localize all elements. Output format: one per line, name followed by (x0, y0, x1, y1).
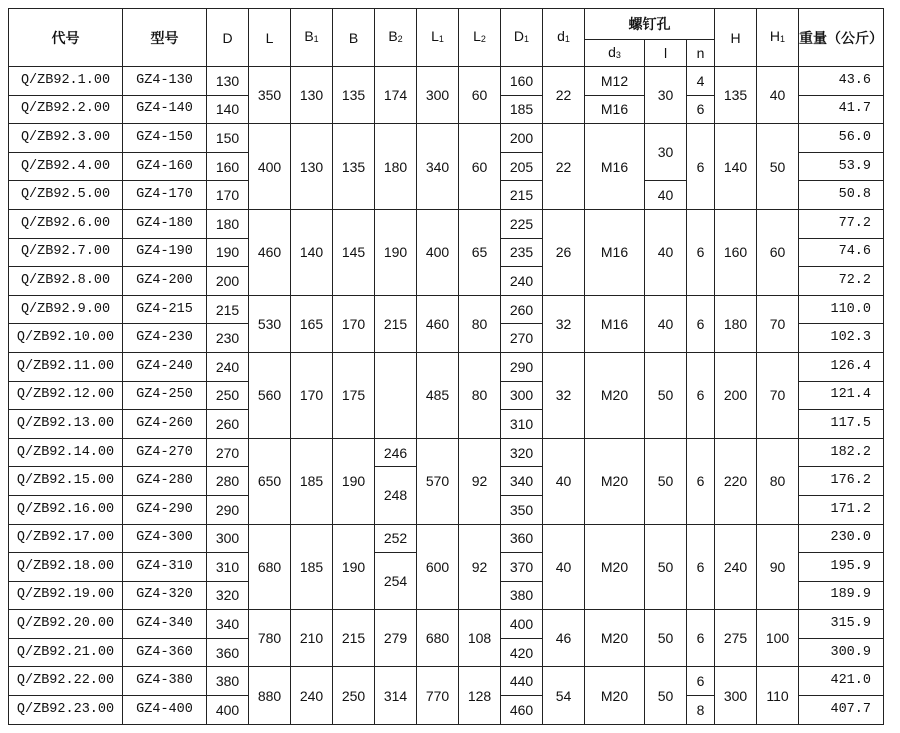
cell-D: 230 (207, 324, 249, 353)
cell-l: 40 (645, 295, 687, 352)
cell-D: 360 (207, 638, 249, 667)
cell-code: Q/ZB92.12.00 (9, 381, 123, 410)
cell-model: GZ4-250 (123, 381, 207, 410)
cell-d3: M20 (585, 524, 645, 610)
cell-n: 4 (687, 67, 715, 96)
cell-model: GZ4-380 (123, 667, 207, 696)
cell-L1: 570 (417, 438, 459, 524)
cell-l: 30 (645, 67, 687, 124)
cell-B2: 180 (375, 124, 417, 210)
cell-D: 270 (207, 438, 249, 467)
cell-B2: 314 (375, 667, 417, 724)
cell-B: 250 (333, 667, 375, 724)
header-B1: $B_1$ (291, 9, 333, 67)
cell-L: 650 (249, 438, 291, 524)
cell-d1: 40 (543, 438, 585, 524)
cell-n: 6 (687, 209, 715, 295)
table-row (9, 67, 884, 96)
cell-D1: 235 (501, 238, 543, 267)
cell-weight: 110.0 (799, 295, 884, 324)
cell-weight: 195.9 (799, 553, 884, 582)
cell-D1: 320 (501, 438, 543, 467)
cell-d3: M16 (585, 209, 645, 295)
cell-l: 50 (645, 610, 687, 667)
cell-d1: 40 (543, 524, 585, 610)
cell-weight: 121.4 (799, 381, 884, 410)
cell-B1: 210 (291, 610, 333, 667)
cell-H: 275 (715, 610, 757, 667)
cell-B2: 279 (375, 610, 417, 667)
cell-d1: 32 (543, 352, 585, 438)
table-row (9, 124, 884, 153)
cell-L2: 92 (459, 524, 501, 610)
cell-weight: 189.9 (799, 581, 884, 610)
cell-d3: M16 (585, 95, 645, 124)
cell-L2: 65 (459, 209, 501, 295)
cell-H: 140 (715, 124, 757, 210)
cell-d3: M16 (585, 295, 645, 352)
cell-L: 350 (249, 67, 291, 124)
cell-D: 200 (207, 267, 249, 296)
cell-weight: 315.9 (799, 610, 884, 639)
cell-D: 140 (207, 95, 249, 124)
cell-code: Q/ZB92.8.00 (9, 267, 123, 296)
cell-D1: 400 (501, 610, 543, 639)
cell-weight: 77.2 (799, 209, 884, 238)
cell-B: 135 (333, 67, 375, 124)
header-l: l (645, 40, 687, 67)
cell-D: 215 (207, 295, 249, 324)
cell-D: 150 (207, 124, 249, 153)
cell-code: Q/ZB92.21.00 (9, 638, 123, 667)
header-screw-holes: 螺钉孔 (585, 9, 715, 40)
cell-code: Q/ZB92.11.00 (9, 352, 123, 381)
header-H1: $H_1$ (757, 9, 799, 67)
cell-code: Q/ZB92.5.00 (9, 181, 123, 210)
cell-model: GZ4-400 (123, 696, 207, 725)
header-model: 型号 (123, 9, 207, 67)
cell-H1: 50 (757, 124, 799, 210)
header-D: D (207, 9, 249, 67)
cell-d3: M16 (585, 124, 645, 210)
cell-l: 50 (645, 524, 687, 610)
cell-code: Q/ZB92.18.00 (9, 553, 123, 582)
cell-D1: 370 (501, 553, 543, 582)
cell-L2: 80 (459, 295, 501, 352)
cell-H: 180 (715, 295, 757, 352)
cell-weight: 102.3 (799, 324, 884, 353)
cell-D: 310 (207, 553, 249, 582)
cell-l: 40 (645, 209, 687, 295)
cell-code: Q/ZB92.22.00 (9, 667, 123, 696)
cell-D1: 225 (501, 209, 543, 238)
cell-d3: M20 (585, 352, 645, 438)
cell-B2: 252 (375, 524, 417, 553)
cell-D: 380 (207, 667, 249, 696)
cell-code: Q/ZB92.15.00 (9, 467, 123, 496)
header-L1: $L_1$ (417, 9, 459, 67)
cell-L: 680 (249, 524, 291, 610)
spec-table-wrapper (8, 8, 884, 725)
cell-l: 40 (645, 181, 687, 210)
cell-H1: 70 (757, 352, 799, 438)
header-weight: 重量（公斤） (799, 9, 884, 67)
cell-L: 460 (249, 209, 291, 295)
cell-model: GZ4-160 (123, 152, 207, 181)
cell-code: Q/ZB92.14.00 (9, 438, 123, 467)
cell-D: 160 (207, 152, 249, 181)
cell-L: 880 (249, 667, 291, 724)
cell-n: 6 (687, 124, 715, 210)
cell-weight: 43.6 (799, 67, 884, 96)
cell-D1: 300 (501, 381, 543, 410)
cell-B1: 185 (291, 524, 333, 610)
spec-table (8, 8, 884, 725)
cell-D1: 440 (501, 667, 543, 696)
cell-D: 260 (207, 410, 249, 439)
cell-weight: 176.2 (799, 467, 884, 496)
cell-B: 145 (333, 209, 375, 295)
table-row (9, 295, 884, 324)
cell-code: Q/ZB92.10.00 (9, 324, 123, 353)
cell-D1: 340 (501, 467, 543, 496)
cell-code: Q/ZB92.4.00 (9, 152, 123, 181)
cell-D1: 185 (501, 95, 543, 124)
cell-D1: 270 (501, 324, 543, 353)
cell-d1: 32 (543, 295, 585, 352)
cell-model: GZ4-130 (123, 67, 207, 96)
cell-L2: 128 (459, 667, 501, 724)
cell-model: GZ4-320 (123, 581, 207, 610)
cell-n: 6 (687, 610, 715, 667)
cell-D: 130 (207, 67, 249, 96)
cell-code: Q/ZB92.3.00 (9, 124, 123, 153)
cell-L2: 92 (459, 438, 501, 524)
cell-B1: 240 (291, 667, 333, 724)
cell-B2: 254 (375, 553, 417, 610)
cell-code: Q/ZB92.16.00 (9, 495, 123, 524)
cell-H1: 80 (757, 438, 799, 524)
cell-d3: M20 (585, 610, 645, 667)
cell-L1: 600 (417, 524, 459, 610)
table-row (9, 524, 884, 553)
cell-code: Q/ZB92.13.00 (9, 410, 123, 439)
cell-code: Q/ZB92.1.00 (9, 67, 123, 96)
cell-D1: 420 (501, 638, 543, 667)
cell-weight: 421.0 (799, 667, 884, 696)
cell-code: Q/ZB92.7.00 (9, 238, 123, 267)
cell-B2: 215 (375, 295, 417, 352)
cell-L1: 770 (417, 667, 459, 724)
cell-weight: 171.2 (799, 495, 884, 524)
cell-D: 180 (207, 209, 249, 238)
cell-weight: 182.2 (799, 438, 884, 467)
cell-D1: 460 (501, 696, 543, 725)
cell-weight: 300.9 (799, 638, 884, 667)
cell-D1: 205 (501, 152, 543, 181)
cell-H: 160 (715, 209, 757, 295)
cell-n: 6 (687, 352, 715, 438)
cell-model: GZ4-340 (123, 610, 207, 639)
cell-B: 175 (333, 352, 375, 438)
cell-B1: 130 (291, 67, 333, 124)
cell-B1: 165 (291, 295, 333, 352)
cell-model: GZ4-240 (123, 352, 207, 381)
cell-D1: 260 (501, 295, 543, 324)
cell-weight: 407.7 (799, 696, 884, 725)
cell-d3: M20 (585, 438, 645, 524)
cell-model: GZ4-360 (123, 638, 207, 667)
cell-l: 50 (645, 352, 687, 438)
cell-weight: 230.0 (799, 524, 884, 553)
cell-B2: 190 (375, 209, 417, 295)
cell-D: 240 (207, 352, 249, 381)
cell-weight: 41.7 (799, 95, 884, 124)
cell-model: GZ4-150 (123, 124, 207, 153)
cell-model: GZ4-260 (123, 410, 207, 439)
cell-B1: 170 (291, 352, 333, 438)
table-row (9, 209, 884, 238)
cell-B2: 246 (375, 438, 417, 467)
cell-H1: 100 (757, 610, 799, 667)
cell-d1: 26 (543, 209, 585, 295)
cell-D1: 350 (501, 495, 543, 524)
cell-L: 400 (249, 124, 291, 210)
cell-D: 300 (207, 524, 249, 553)
cell-D: 400 (207, 696, 249, 725)
header-d3: $d_3$ (585, 40, 645, 67)
cell-code: Q/ZB92.9.00 (9, 295, 123, 324)
cell-model: GZ4-230 (123, 324, 207, 353)
cell-code: Q/ZB92.17.00 (9, 524, 123, 553)
cell-L: 780 (249, 610, 291, 667)
cell-n: 6 (687, 95, 715, 124)
header-B2: $B_2$ (375, 9, 417, 67)
cell-n: 6 (687, 438, 715, 524)
cell-model: GZ4-310 (123, 553, 207, 582)
cell-L2: 108 (459, 610, 501, 667)
cell-H: 200 (715, 352, 757, 438)
cell-B: 190 (333, 524, 375, 610)
cell-code: Q/ZB92.2.00 (9, 95, 123, 124)
cell-L1: 485 (417, 352, 459, 438)
cell-L: 530 (249, 295, 291, 352)
cell-B1: 130 (291, 124, 333, 210)
cell-model: GZ4-280 (123, 467, 207, 496)
cell-H: 240 (715, 524, 757, 610)
cell-B: 135 (333, 124, 375, 210)
cell-model: GZ4-190 (123, 238, 207, 267)
cell-model: GZ4-200 (123, 267, 207, 296)
cell-n: 6 (687, 295, 715, 352)
cell-D1: 160 (501, 67, 543, 96)
cell-D1: 310 (501, 410, 543, 439)
cell-code: Q/ZB92.23.00 (9, 696, 123, 725)
header-D1: $D_1$ (501, 9, 543, 67)
cell-l: 30 (645, 124, 687, 181)
cell-D: 290 (207, 495, 249, 524)
cell-B1: 140 (291, 209, 333, 295)
cell-d1: 22 (543, 124, 585, 210)
cell-L: 560 (249, 352, 291, 438)
table-row (9, 352, 884, 381)
cell-L1: 680 (417, 610, 459, 667)
header-d1: $d_1$ (543, 9, 585, 67)
cell-L1: 340 (417, 124, 459, 210)
cell-D: 280 (207, 467, 249, 496)
cell-model: GZ4-290 (123, 495, 207, 524)
table-row (9, 667, 884, 696)
cell-L1: 400 (417, 209, 459, 295)
cell-B2: 174 (375, 67, 417, 124)
cell-B2 (375, 352, 417, 438)
cell-n: 6 (687, 667, 715, 696)
cell-weight: 53.9 (799, 152, 884, 181)
header-L: L (249, 9, 291, 67)
cell-weight: 74.6 (799, 238, 884, 267)
cell-L1: 300 (417, 67, 459, 124)
cell-weight: 72.2 (799, 267, 884, 296)
cell-n: 8 (687, 696, 715, 725)
cell-D1: 290 (501, 352, 543, 381)
cell-weight: 50.8 (799, 181, 884, 210)
cell-weight: 126.4 (799, 352, 884, 381)
cell-H: 300 (715, 667, 757, 724)
header-code: 代号 (9, 9, 123, 67)
cell-code: Q/ZB92.6.00 (9, 209, 123, 238)
header-n: n (687, 40, 715, 67)
cell-L2: 60 (459, 67, 501, 124)
cell-l: 50 (645, 438, 687, 524)
cell-model: GZ4-300 (123, 524, 207, 553)
cell-model: GZ4-170 (123, 181, 207, 210)
cell-D: 340 (207, 610, 249, 639)
cell-d3: M12 (585, 67, 645, 96)
cell-weight: 56.0 (799, 124, 884, 153)
table-row (9, 610, 884, 639)
cell-L2: 60 (459, 124, 501, 210)
cell-B: 190 (333, 438, 375, 524)
cell-B2: 248 (375, 467, 417, 524)
cell-D1: 360 (501, 524, 543, 553)
cell-H: 135 (715, 67, 757, 124)
cell-d1: 46 (543, 610, 585, 667)
cell-B1: 185 (291, 438, 333, 524)
cell-H1: 40 (757, 67, 799, 124)
cell-D: 190 (207, 238, 249, 267)
cell-D1: 240 (501, 267, 543, 296)
cell-d3: M20 (585, 667, 645, 724)
cell-n: 6 (687, 524, 715, 610)
cell-d1: 54 (543, 667, 585, 724)
cell-d1: 22 (543, 67, 585, 124)
cell-B: 170 (333, 295, 375, 352)
cell-code: Q/ZB92.19.00 (9, 581, 123, 610)
cell-model: GZ4-180 (123, 209, 207, 238)
cell-D1: 215 (501, 181, 543, 210)
cell-D1: 380 (501, 581, 543, 610)
cell-H1: 70 (757, 295, 799, 352)
header-L2: $L_2$ (459, 9, 501, 67)
cell-D1: 200 (501, 124, 543, 153)
cell-model: GZ4-215 (123, 295, 207, 324)
cell-H1: 60 (757, 209, 799, 295)
cell-D: 170 (207, 181, 249, 210)
cell-model: GZ4-270 (123, 438, 207, 467)
cell-D: 320 (207, 581, 249, 610)
table-row (9, 438, 884, 467)
cell-l: 50 (645, 667, 687, 724)
cell-H1: 90 (757, 524, 799, 610)
header-B: B (333, 9, 375, 67)
cell-weight: 117.5 (799, 410, 884, 439)
cell-B: 215 (333, 610, 375, 667)
cell-H1: 110 (757, 667, 799, 724)
cell-H: 220 (715, 438, 757, 524)
cell-L2: 80 (459, 352, 501, 438)
header-H: H (715, 9, 757, 67)
cell-model: GZ4-140 (123, 95, 207, 124)
cell-L1: 460 (417, 295, 459, 352)
cell-code: Q/ZB92.20.00 (9, 610, 123, 639)
cell-D: 250 (207, 381, 249, 410)
